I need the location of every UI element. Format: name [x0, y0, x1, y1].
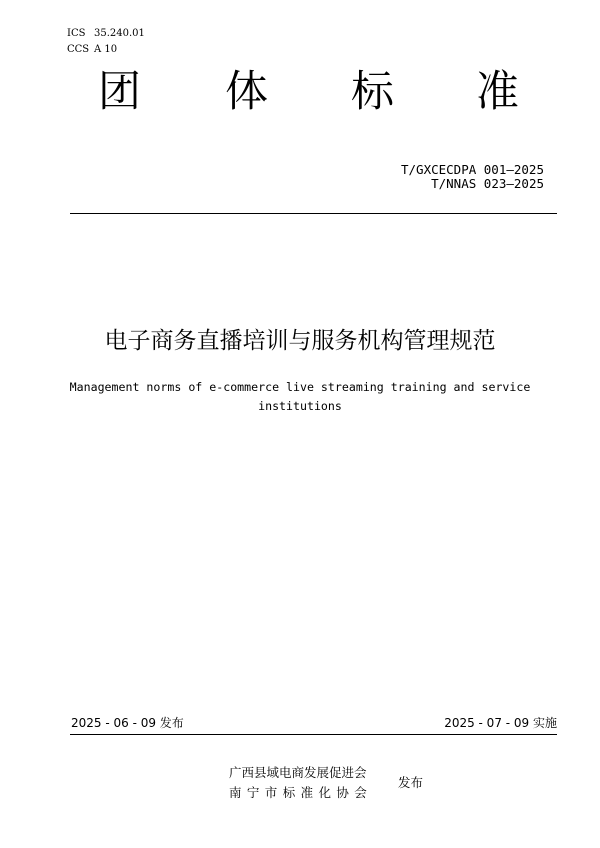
standard-type-char-3: 标: [351, 67, 394, 117]
title-chinese: 电子商务直播培训与服务机构管理规范: [104, 328, 496, 354]
publisher-list: [229, 763, 372, 803]
standard-number-1: T/GXCECDPA 001—2025: [401, 162, 544, 177]
standard-type-char-1: 团: [98, 67, 141, 117]
ics-value: 35.240.01: [94, 28, 145, 39]
publisher-name: 南宁市标准化协会: [229, 785, 373, 800]
ccs-value: A 10: [94, 44, 118, 55]
standard-numbers: [401, 163, 544, 191]
publish-date: 2025 - 06 - 09 发布: [71, 716, 184, 730]
implement-date: 2025 - 07 - 09 实施: [444, 716, 557, 730]
header-divider: [70, 213, 557, 214]
ics-code: [67, 28, 145, 40]
standard-number-2: T/NNAS 023—2025: [431, 176, 544, 191]
footer-divider: [70, 734, 557, 735]
publisher-name: 广西县域电商发展促进会: [229, 765, 367, 780]
publish-action-label: 发布: [398, 775, 424, 790]
standard-type-char-4: 准: [476, 67, 519, 117]
title-english: Management norms of e-commerce live streaming training and service institutions: [69, 380, 531, 413]
standard-type-char-2: 体: [225, 67, 268, 117]
ccs-code: [67, 44, 117, 56]
ics-label: ICS: [67, 28, 86, 39]
ccs-label: CCS: [67, 44, 90, 55]
